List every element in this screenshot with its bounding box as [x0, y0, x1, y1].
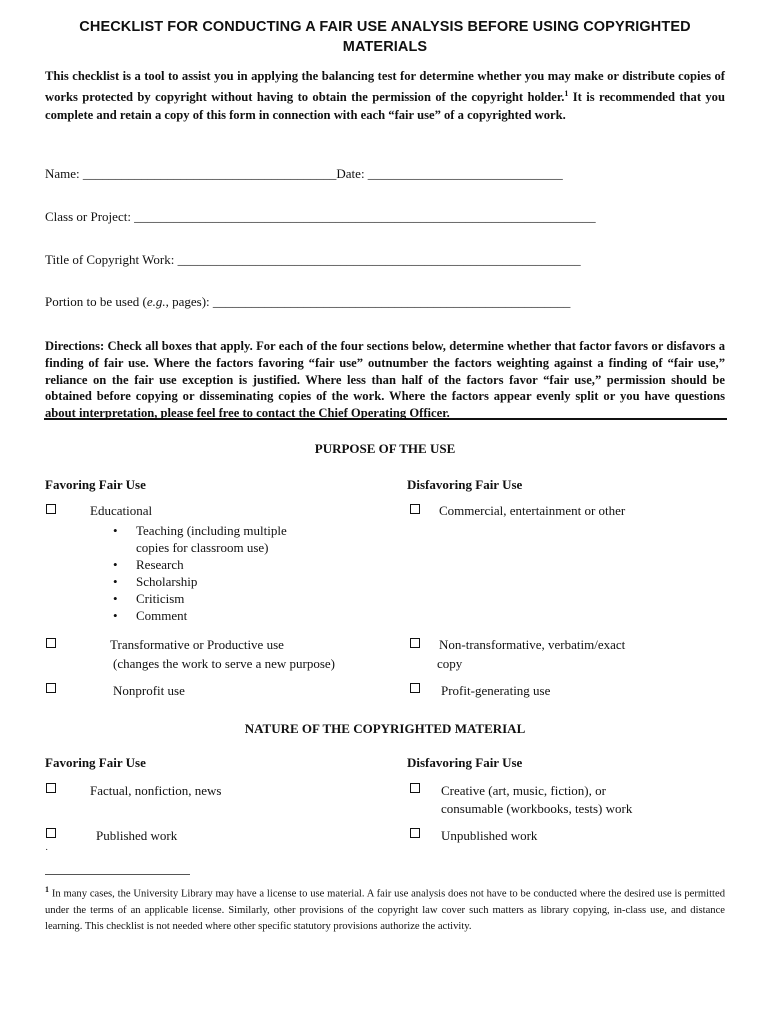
bullet-char: • [113, 523, 118, 538]
factual-checkbox[interactable] [46, 783, 56, 793]
published-label: Published work [96, 828, 178, 843]
footnote-text: In many cases, the University Library may have a license to use material. A fair use analysis does not have to be conducted where the desired use is permitted under the terms of an applicable license. Similarly, other provisions of the copyright law cover such matters as library copying, in-class use, and distance learning. This checklist is not needed where other specific statutory provisions authorize the activity. [45, 888, 725, 932]
purpose-heading: PURPOSE OF THE USE [314, 441, 456, 456]
section-divider [44, 418, 727, 420]
purpose-favoring-heading: Favoring Fair Use [45, 477, 146, 492]
nature-heading: NATURE OF THE COPYRIGHTED MATERIAL [244, 721, 526, 736]
published-checkbox[interactable] [46, 828, 56, 838]
name-date-field[interactable]: Name: _______________________________________Date: ______________________________ [45, 166, 563, 181]
nontransformative-label-2: copy [437, 656, 463, 671]
footnote-separator [45, 874, 190, 875]
commercial-checkbox[interactable] [410, 504, 420, 514]
footnote-mark: 1 [45, 885, 49, 894]
bullet-char: • [113, 574, 118, 589]
profit-label: Profit-generating use [441, 683, 551, 698]
commercial-label: Commercial, entertainment or other [439, 503, 626, 518]
nature-disfavoring-heading: Disfavoring Fair Use [407, 755, 523, 770]
nonprofit-label: Nonprofit use [113, 683, 185, 698]
transformative-label-2: (changes the work to serve a new purpose) [113, 656, 336, 671]
factual-label: Factual, nonfiction, news [90, 783, 222, 798]
unpublished-checkbox[interactable] [410, 828, 420, 838]
bullet-teaching: • Teaching (including multiple copies for classroom use) [113, 523, 287, 555]
bullet-criticism: • Criticism [113, 591, 185, 606]
stray-mark: ˙ [45, 848, 49, 859]
intro-text: This checklist is a tool to assist you in applying the balancing test for determine whether you may make or distribute copies of works protected by copyright without having to obtain the permission of the copyright holder. [45, 69, 725, 105]
nontransformative-checkbox[interactable] [410, 638, 420, 648]
intro-paragraph [45, 67, 725, 124]
directions-paragraph: Directions: Check all boxes that apply. For each of the four sections below, determine whether that factor favors or disfavors a finding of fair use. Where the factors favoring “fair use” outnumber the factors weighting against a finding of “fair use,” reliance on the fair use exception is justified. Where less than half of the factors favor “fair use,” permission should be obtained before copying or disseminating copies of the work. Where the factors appear evenly split or you have questions about interpretation, please feel free to contact the Chief Operating Officer. [45, 339, 725, 421]
creative-label-2: consumable (workbooks, tests) work [441, 801, 633, 816]
intro-text-after: It is recommended that you complete and retain a copy of this form in connection with each “fair use” of a copyrighted work. [45, 90, 725, 123]
nontransformative-label: Non-transformative, verbatim/exact [439, 637, 626, 652]
class-project-field[interactable]: Class or Project: _______________________________________________________________________ [45, 209, 596, 224]
creative-checkbox[interactable] [410, 783, 420, 793]
portion-used-field[interactable] [45, 294, 570, 310]
nature-favoring-heading: Favoring Fair Use [45, 755, 146, 770]
nonprofit-checkbox[interactable] [46, 683, 56, 693]
portion-eg: e.g. [146, 294, 166, 309]
page-title: CHECKLIST FOR CONDUCTING A FAIR USE ANALYSIS BEFORE USING COPYRIGHTED MATERIALS [79, 19, 691, 55]
bullet-char: • [113, 557, 118, 572]
unpublished-label: Unpublished work [441, 828, 538, 843]
creative-label: Creative (art, music, fiction), or [441, 783, 606, 798]
bullet-comment: • Comment [113, 608, 188, 623]
educational-label: Educational [90, 503, 153, 518]
bullet-scholarship: • Scholarship [113, 574, 198, 589]
bullet-char: • [113, 591, 118, 606]
educational-bullets [110, 522, 310, 624]
transformative-label: Transformative or Productive use [110, 637, 284, 652]
portion-prefix: Portion to be used ( [45, 294, 147, 309]
copyright-work-title-field[interactable]: Title of Copyright Work: ______________________________________________________________ [45, 252, 581, 267]
transformative-checkbox[interactable] [46, 638, 56, 648]
educational-checkbox[interactable] [46, 504, 56, 514]
footnote [45, 882, 725, 935]
footnote-ref[interactable]: 1 [564, 89, 569, 98]
purpose-disfavoring-heading: Disfavoring Fair Use [407, 477, 523, 492]
bullet-research: • Research [113, 557, 184, 572]
portion-suffix: , pages): _______________________________________________________ [165, 294, 571, 309]
profit-checkbox[interactable] [410, 683, 420, 693]
bullet-char: • [113, 608, 118, 623]
